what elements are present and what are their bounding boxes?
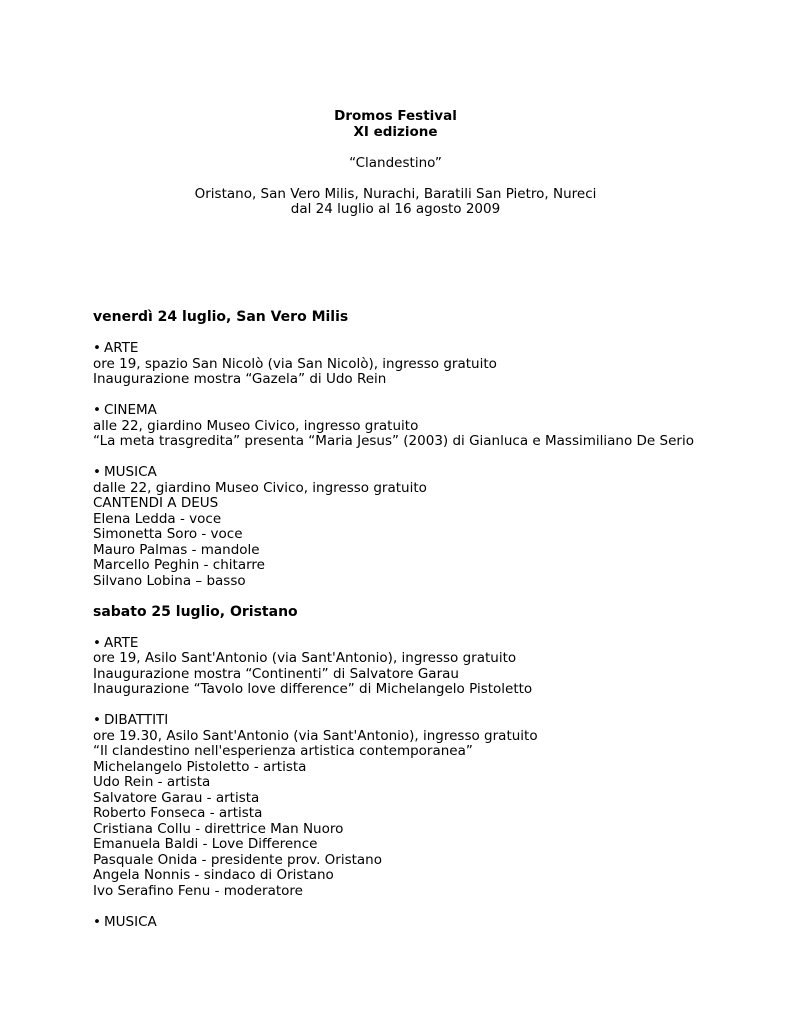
program-line: dalle 22, giardino Museo Civico, ingresso gratuito [93, 479, 427, 496]
program-line: Simonetta Soro - voce [93, 526, 243, 542]
program-content [93, 310, 773, 930]
day-heading: venerdì 24 luglio, San Vero Milis [93, 309, 349, 325]
section-category: ARTE [104, 634, 139, 651]
program-line: Roberto Fonseca - artista [93, 805, 263, 821]
program-line: Mauro Palmas - mandole [93, 541, 260, 558]
festival-name: Dromos Festival [334, 108, 457, 124]
program-line: Inaugurazione “Tavolo love difference” di Michelangelo Pistoletto [93, 681, 533, 697]
program-line: Michelangelo Pistoletto - artista [93, 758, 307, 775]
program-line: ore 19.30, Asilo Sant'Antonio (via Sant'Antonio), ingresso gratuito [93, 727, 538, 744]
program-line: Inaugurazione mostra “Continenti” di Salvatore Garau [93, 665, 459, 682]
section-category: CINEMA [104, 402, 157, 418]
section-title [93, 915, 773, 931]
bullet-icon: • [93, 402, 101, 418]
festival-locations: Oristano, San Vero Milis, Nurachi, Baratili San Pietro, Nureci [194, 185, 597, 202]
program-line: Udo Rein - artista [93, 774, 211, 790]
program-line: Angela Nonnis - sindaco di Oristano [93, 867, 334, 883]
bullet-icon: • [93, 913, 101, 930]
bullet-icon: • [93, 464, 101, 480]
program-line: Elena Ledda - voce [93, 510, 222, 527]
section-category: DIBATTITI [104, 712, 169, 728]
bullet-icon: • [93, 712, 101, 728]
title-block [0, 109, 791, 218]
program-line: “La meta trasgredita” presenta “Maria Jesus” (2003) di Gianluca e Massimiliano De Serio [93, 433, 694, 449]
program-line: CANTENDI A DEUS [93, 495, 219, 511]
edition: XI edizione [353, 123, 438, 140]
program-line: Inaugurazione mostra “Gazela” di Udo Rein [93, 371, 387, 387]
section-title [93, 403, 773, 419]
day-heading: sabato 25 luglio, Oristano [93, 603, 298, 620]
program-line: alle 22, giardino Museo Civico, ingresso gratuito [93, 417, 419, 434]
festival-dates: dal 24 luglio al 16 agosto 2009 [290, 201, 501, 217]
section-title [93, 713, 773, 729]
section-title [93, 465, 773, 481]
section-category: ARTE [104, 340, 139, 356]
program-line: Pasquale Onida - presidente prov. Oristano [93, 851, 382, 868]
festival-theme: “Clandestino” [349, 154, 442, 171]
program-line: ore 19, spazio San Nicolò (via San Nicolò), ingresso gratuito [93, 355, 497, 372]
program-line: Silvano Lobina – basso [93, 572, 246, 589]
program-line: “Il clandestino nell'esperienza artistica contemporanea” [93, 743, 473, 759]
section-title [93, 636, 773, 652]
section-category: MUSICA [104, 464, 157, 480]
program-line: Salvatore Garau - artista [93, 789, 260, 806]
program-line: Ivo Serafino Fenu - moderatore [93, 882, 303, 899]
program-line: Cristiana Collu - direttrice Man Nuoro [93, 820, 344, 837]
section-title [93, 341, 773, 357]
bullet-icon: • [93, 340, 101, 356]
program-line: ore 19, Asilo Sant'Antonio (via Sant'Antonio), ingresso gratuito [93, 650, 517, 666]
bullet-icon: • [93, 634, 101, 651]
section-category: MUSICA [104, 913, 157, 930]
program-line: Marcello Peghin - chitarre [93, 557, 265, 573]
program-line: Emanuela Baldi - Love Difference [93, 836, 318, 852]
